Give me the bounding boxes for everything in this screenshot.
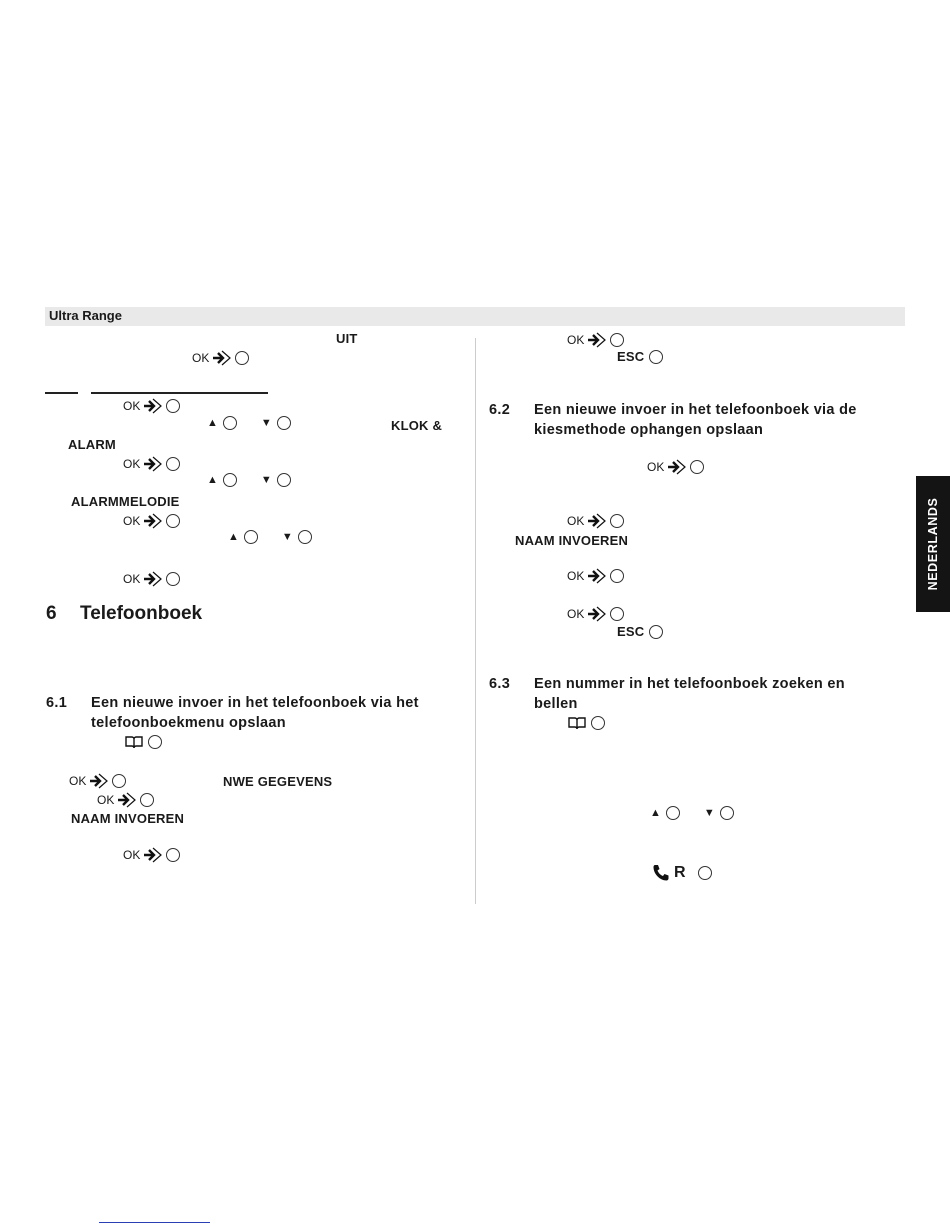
ok-text: OK bbox=[123, 514, 141, 528]
nav-keys bbox=[650, 806, 734, 820]
ok-key bbox=[123, 455, 180, 473]
key-circle bbox=[298, 530, 312, 544]
key-circle bbox=[166, 457, 180, 471]
ok-arrow-icon bbox=[587, 567, 607, 585]
ok-text: OK bbox=[192, 351, 210, 365]
ok-text: OK bbox=[567, 333, 585, 347]
klok-label: KLOK & bbox=[391, 418, 443, 433]
key-circle bbox=[235, 351, 249, 365]
ok-arrow-icon bbox=[89, 772, 109, 790]
nav-keys bbox=[228, 530, 312, 544]
ok-text: OK bbox=[123, 399, 141, 413]
up-arrow-icon: ▲ bbox=[207, 474, 218, 486]
ok-key bbox=[567, 512, 624, 530]
ok-arrow-icon bbox=[212, 349, 232, 367]
side-tab-label: NEDERLANDS bbox=[926, 497, 940, 591]
section-6-1-title-line1: Een nieuwe invoer in het telefoonboek via het bbox=[91, 695, 419, 711]
phonebook-key bbox=[124, 735, 162, 749]
phone-handset-icon bbox=[652, 864, 670, 882]
ok-text: OK bbox=[123, 848, 141, 862]
ok-key bbox=[97, 791, 154, 809]
esc-label: ESC bbox=[617, 349, 645, 364]
redial-r-label: R bbox=[674, 864, 686, 881]
key-circle bbox=[698, 866, 712, 880]
esc-key bbox=[617, 624, 663, 639]
naam-invoeren-label: NAAM INVOEREN bbox=[515, 533, 629, 548]
underline-short bbox=[45, 392, 78, 394]
key-circle bbox=[649, 350, 663, 364]
key-circle bbox=[277, 473, 291, 487]
key-circle bbox=[148, 735, 162, 749]
phonebook-key bbox=[567, 716, 605, 730]
key-circle bbox=[244, 530, 258, 544]
ok-key bbox=[567, 605, 624, 623]
down-arrow-icon: ▼ bbox=[281, 531, 293, 543]
section-6-title: Telefoonboek bbox=[80, 603, 203, 624]
ok-text: OK bbox=[123, 457, 141, 471]
phonebook-icon bbox=[124, 735, 144, 749]
ok-arrow-icon bbox=[587, 512, 607, 530]
key-circle bbox=[277, 416, 291, 430]
ok-arrow-icon bbox=[143, 846, 163, 864]
ok-text: OK bbox=[123, 572, 141, 586]
esc-key bbox=[617, 349, 663, 364]
section-6-3-title-line1: Een nummer in het telefoonboek zoeken en bbox=[534, 676, 845, 692]
nav-keys bbox=[207, 473, 291, 487]
ok-text: OK bbox=[567, 569, 585, 583]
column-divider bbox=[475, 338, 476, 904]
ok-key bbox=[123, 846, 180, 864]
ok-key bbox=[123, 570, 180, 588]
nwe-gegevens-label: NWE GEGEVENS bbox=[223, 774, 333, 789]
uit-label: UIT bbox=[336, 331, 358, 346]
ok-text: OK bbox=[69, 774, 87, 788]
key-circle bbox=[140, 793, 154, 807]
ok-arrow-icon bbox=[143, 570, 163, 588]
key-circle bbox=[610, 569, 624, 583]
section-6-1-number: 6.1 bbox=[46, 695, 68, 711]
key-circle bbox=[223, 473, 237, 487]
ok-text: OK bbox=[567, 514, 585, 528]
ok-text: OK bbox=[97, 793, 115, 807]
key-circle bbox=[166, 514, 180, 528]
link-underline bbox=[99, 1222, 210, 1223]
up-arrow-icon: ▲ bbox=[650, 807, 661, 819]
underline-long bbox=[91, 392, 268, 394]
section-6-1-title-line2: telefoonboekmenu opslaan bbox=[91, 715, 286, 731]
section-6-number: 6 bbox=[46, 603, 57, 624]
ok-key bbox=[123, 512, 180, 530]
ok-arrow-icon bbox=[587, 331, 607, 349]
key-circle bbox=[610, 514, 624, 528]
ok-arrow-icon bbox=[587, 605, 607, 623]
section-6-2-title-line1: Een nieuwe invoer in het telefoonboek via de bbox=[534, 402, 857, 418]
key-circle bbox=[166, 848, 180, 862]
ok-key bbox=[647, 458, 704, 476]
ok-arrow-icon bbox=[667, 458, 687, 476]
ok-arrow-icon bbox=[143, 512, 163, 530]
ok-key bbox=[69, 772, 126, 790]
key-circle bbox=[112, 774, 126, 788]
key-circle bbox=[591, 716, 605, 730]
down-arrow-icon: ▼ bbox=[703, 807, 715, 819]
ok-key bbox=[567, 567, 624, 585]
ok-arrow-icon bbox=[143, 397, 163, 415]
key-circle bbox=[649, 625, 663, 639]
alarm-label: ALARM bbox=[68, 437, 116, 452]
ok-text: OK bbox=[647, 460, 665, 474]
down-arrow-icon: ▼ bbox=[260, 474, 272, 486]
call-key bbox=[652, 864, 712, 882]
naam-invoeren-label: NAAM INVOEREN bbox=[71, 811, 185, 826]
key-circle bbox=[610, 607, 624, 621]
header-bar bbox=[45, 307, 905, 326]
key-circle bbox=[720, 806, 734, 820]
key-circle bbox=[666, 806, 680, 820]
header-title: Ultra Range bbox=[49, 308, 122, 323]
esc-label: ESC bbox=[617, 624, 645, 639]
up-arrow-icon: ▲ bbox=[207, 417, 218, 429]
down-arrow-icon: ▼ bbox=[260, 417, 272, 429]
ok-key bbox=[567, 331, 624, 349]
ok-text: OK bbox=[567, 607, 585, 621]
section-6-3-number: 6.3 bbox=[489, 676, 511, 692]
section-6-3-title-line2: bellen bbox=[534, 696, 578, 712]
language-side-tab bbox=[916, 476, 950, 612]
alarmmelodie-label: ALARMMELODIE bbox=[71, 494, 180, 509]
ok-key bbox=[123, 397, 180, 415]
section-6-2-title-line2: kiesmethode ophangen opslaan bbox=[534, 422, 764, 438]
ok-arrow-icon bbox=[143, 455, 163, 473]
key-circle bbox=[166, 572, 180, 586]
up-arrow-icon: ▲ bbox=[228, 531, 239, 543]
section-6-2-number: 6.2 bbox=[489, 402, 511, 418]
key-circle bbox=[166, 399, 180, 413]
key-circle bbox=[690, 460, 704, 474]
key-circle bbox=[610, 333, 624, 347]
ok-arrow-icon bbox=[117, 791, 137, 809]
ok-key bbox=[192, 349, 249, 367]
phonebook-icon bbox=[567, 716, 587, 730]
key-circle bbox=[223, 416, 237, 430]
nav-keys bbox=[207, 416, 291, 430]
